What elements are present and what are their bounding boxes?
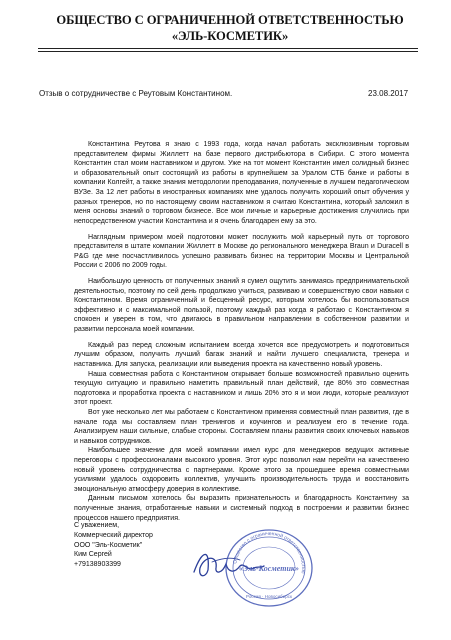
signoff-name: Ким Сергей	[74, 551, 112, 559]
signoff-block	[74, 521, 153, 570]
stamp-ring-text: Общество с ограниченной ответственностью	[232, 530, 307, 574]
paragraph: Наша совместная работа с Константином открывает больше возможностей правильно оценить текущую ситуацию и правильно наметить правильный план действий, где 80% это совместная подготовка и проработка проекта с наставником и лишь 20% это я и мои люди, которые реализуют этот проект.	[74, 370, 409, 407]
letter-date: 23.08.2017	[368, 89, 409, 98]
paragraph: Каждый раз перед сложным испытанием всегда хочется все предусмотреть и подготовиться лучшим образом, получить лучший багаж знаний и найти лучшего специалиста, тренера и наставника. Для запуска, реализации или выведения проекта на качественно новый уровень.	[74, 341, 409, 369]
stamp-bottom-text: Россия · Новосибирск	[246, 594, 292, 599]
signoff-position: Коммерческий директор	[74, 531, 153, 539]
signoff-company: ООО "Эль-Косметик"	[74, 541, 143, 549]
paragraph: Наглядным примером моей подготовки может послужить мой карьерный путь от торгового представителя в штате компании Жиллетт в Москве до регионального менеджера Braun и Duracell в P&G где мне посчастливилось успешно развивать бизнес на территории Москвы и Центральной России с 2006 по 2009 годы.	[74, 233, 409, 270]
company-header	[40, 12, 420, 44]
paragraph: Наибольшее значение для моей компании имел курс для менеджеров ведущих активные переговоры с профессионалами высокого уровня. Этот курс позволил нам перейти на качественно новый уровень сотрудничества с партнерами. Кроме этого за прошедшее время совместными усилиями удалось оздоровить коллектив, улучшить производительность труда и восстановить эмоциональную атмосферу доверия в коллективе.	[74, 447, 409, 493]
paragraph: Данным письмом хотелось бы выразить признательность и благодарность Константину за полученные знания, отработанные навыки и системный подход в построении и развитии бизнес процессов нашего предприятия.	[74, 495, 409, 522]
paragraph: Вот уже несколько лет мы работаем с Константином применяя совместный план развития, где в начале года мы составляем план тренингов и коучингов и реализуем его в течение года. Анализируем наши сильные, слабые стороны. Составляем планы развития своих ключевых навыков и навыков сотрудников.	[74, 409, 409, 445]
company-stamp	[223, 527, 315, 609]
header-divider-top	[38, 48, 418, 49]
signoff-greeting: С уважением,	[74, 522, 120, 529]
signoff-phone: +79138903399	[74, 561, 121, 569]
company-name-line1: ОБЩЕСТВО С ОГРАНИЧЕННОЙ ОТВЕТСТВЕННОСТЬЮ	[56, 13, 404, 27]
company-name-line2: «ЭЛЬ-КОСМЕТИК»	[171, 29, 289, 43]
letter-subject: Отзыв о сотрудничестве с Реутовым Константином.	[39, 89, 233, 98]
paragraph: Константина Реутова я знаю с 1993 года, когда начал работать эксклюзивным торговым представителем фирмы Жиллетт на базе первого дистрибьютора в Сибири. С этого момента Константин стал моим наставником и другом. Уже на тот момент Константин имел солидный бизнес и образовательный опыт состоящий из работы в крупнейшем за Уралом СТБ банке и работы в компании Колгейт, а также знания методологии преподавания, полученные в лучшем педагогическом ВУЗе. За 12 лет работы в иностранных компаниях мне удалось получить хороший опыт обучения у разных тренеров, но по настоящему своим наставником я считаю Константина, который заложил в меня основы знаний о торговом бизнесе. Все мои личные и карьерные достижения случились при непосредственном участии Константина и я очень благодарен ему за это.	[74, 141, 409, 225]
header-divider-bottom	[38, 51, 418, 52]
letter-body	[74, 140, 409, 523]
stamp-center-text: «Эль-Косметик»	[239, 564, 299, 573]
paragraph: Наибольшую ценность от полученных знаний я сумел ощутить занимаясь предпринимательской деятельностью, поэтому по сей день продолжаю учиться, развиваю и совершенствую свои навыки с Константином. Время ограниченный и бесценный ресурс, которым хотелось бы воспользоваться эффективно и с максимальной пользой, поэтому каждый раз когда я работаю с Константином я спокоен и уверен в том, что двигаюсь в правильном направлении в собственном развитии и развитии персонала моей компании.	[74, 278, 409, 334]
